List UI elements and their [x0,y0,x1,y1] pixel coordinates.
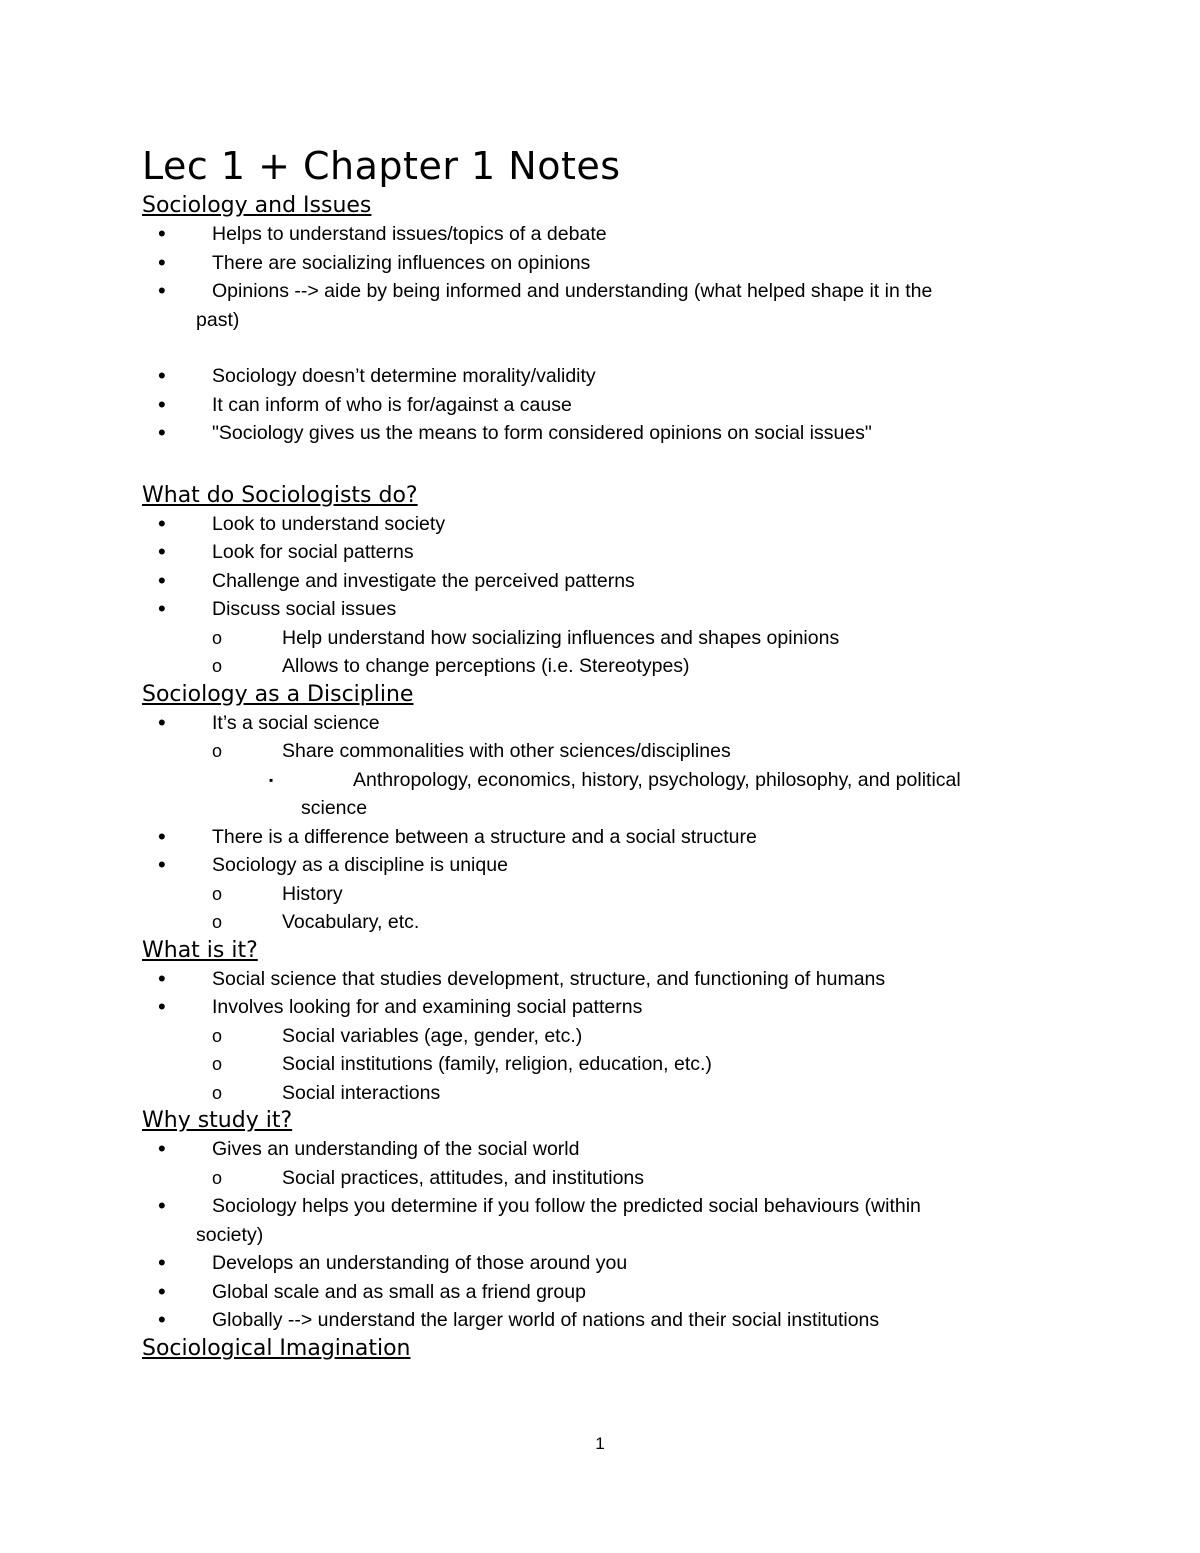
bullet-icon: • [158,823,166,849]
square-bullet-icon: ▪ [269,772,274,787]
bullet-icon: • [158,1136,166,1161]
sub-list-item: o Social variables (age, gender, etc.) [142,1022,1042,1051]
sub-list-item: o Allows to change perceptions (i.e. Stereotypes) [142,652,1042,681]
bullet-icon: • [158,852,166,877]
sub-list-item: o Help understand how socializing influences and shapes opinions [142,624,1042,653]
bullet-icon: • [158,1193,166,1218]
list-item: • It’s a social science [142,709,1042,738]
circle-bullet-icon: o [212,741,223,761]
circle-bullet-icon: o [212,656,223,676]
circle-bullet-icon: o [212,1082,223,1103]
section-heading: What do Sociologists do? [142,482,418,508]
section-heading: Sociology as a Discipline [142,681,414,707]
list-item: • "Sociology gives us the means to form considered opinions on social issues" [142,419,1042,448]
list-item: • Discuss social issues [142,595,1042,624]
section-heading: Sociology and Issues [142,193,372,218]
list-item: • There is a difference between a structure and a social structure [142,823,1042,852]
list-item: • Look for social patterns [142,538,1042,567]
bullet-icon: • [158,510,166,536]
section-heading: Why study it? [142,1108,293,1133]
document-title: Lec 1 + Chapter 1 Notes [142,144,621,188]
bullet-icon: • [158,221,166,246]
list-item: • Global scale and as small as a friend group [142,1278,1042,1307]
sub-list-item: o Share commonalities with other sciences/disciplines [142,737,1042,766]
bullet-icon: • [158,249,166,275]
bullet-icon: • [158,420,166,445]
circle-bullet-icon: o [212,912,223,932]
sub-sub-list-item: ▪ Anthropology, economics, history, psychology, philosophy, and political science [142,766,1042,823]
list-item: • Sociology doesn’t determine morality/validity [142,362,1042,391]
sub-list-item: o Vocabulary, etc. [142,908,1042,937]
list-item: • Social science that studies development, structure, and functioning of humans [142,965,1042,994]
list-item: • Helps to understand issues/topics of a debate [142,220,1042,249]
sub-list-item: o Social interactions [142,1079,1042,1108]
list-item: • Opinions --> aide by being informed and understanding (what helped shape it in the past) [158,278,933,331]
bullet-icon: • [158,539,166,564]
bullet-icon: • [158,363,166,388]
list-item: • Look to understand society [142,510,1042,539]
page-number: 1 [595,1434,605,1453]
list-item: • Involves looking for and examining social patterns [142,993,1042,1022]
list-item: • Sociology as a discipline is unique [142,851,1042,880]
bullet-icon: • [158,1278,166,1304]
bullet-icon: • [158,994,166,1019]
bullet-icon: • [158,1307,166,1332]
circle-bullet-icon: o [212,627,223,648]
bullet-icon: • [158,709,166,735]
bullet-icon: • [158,965,166,991]
list-item: • Globally --> understand the larger world of nations and their social institutions [142,1306,1042,1335]
circle-bullet-icon: o [212,1025,223,1046]
list-item: • Develops an understanding of those around you [142,1249,1042,1278]
list-item: • Gives an understanding of the social world [142,1135,1042,1164]
sub-list-item: o History [142,880,1042,909]
list-item: • There are socializing influences on opinions [142,249,1042,278]
list-item: • Sociology helps you determine if you follow the predicted social behaviours (within society) [158,1193,921,1246]
section-heading: What is it? [142,937,258,963]
document-body [142,146,1042,1363]
list-item: • Challenge and investigate the perceived patterns [142,567,1042,596]
section-heading: Sociological Imagination [142,1335,411,1361]
sub-list-item: o Social institutions (family, religion, education, etc.) [142,1050,1042,1079]
bullet-icon: • [158,278,166,303]
bullet-icon: • [158,596,166,621]
bullet-icon: • [158,1250,166,1275]
list-item: • It can inform of who is for/against a cause [142,391,1042,420]
bullet-icon: • [158,391,166,417]
bullet-icon: • [158,567,166,593]
sub-list-item: o Social practices, attitudes, and institutions [142,1164,1042,1193]
circle-bullet-icon: o [212,883,223,904]
circle-bullet-icon: o [212,1054,223,1074]
circle-bullet-icon: o [212,1167,223,1188]
